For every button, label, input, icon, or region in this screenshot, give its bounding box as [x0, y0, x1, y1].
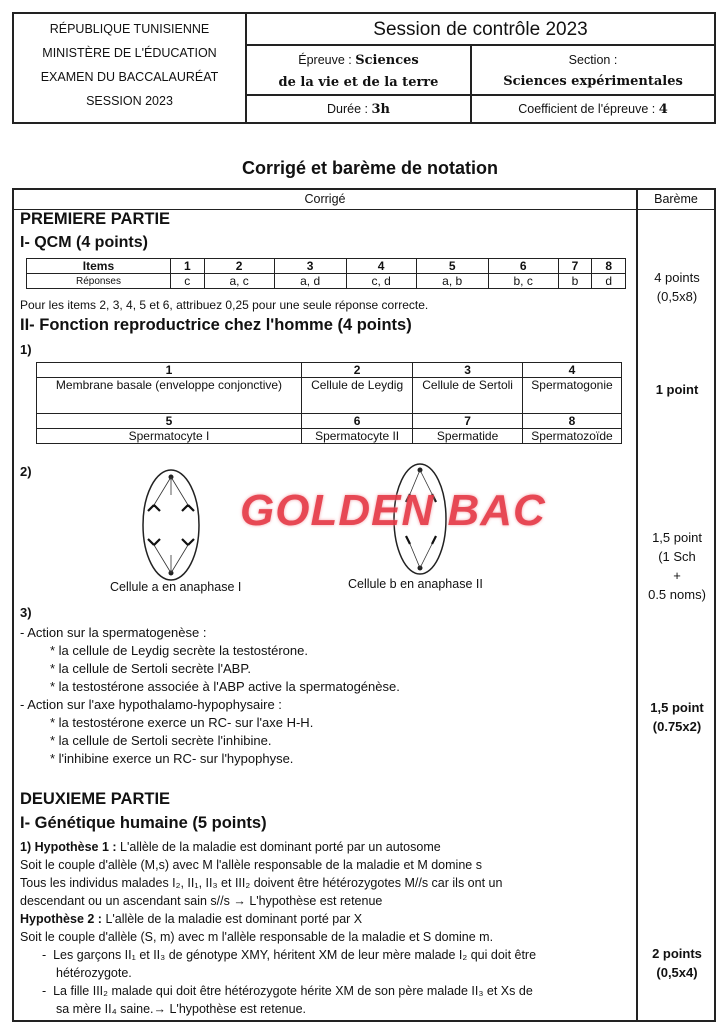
- table-cell: a, d: [274, 274, 346, 289]
- q3-line: * l'inhibine exerce un RC- sur l'hypophyse.: [50, 751, 294, 766]
- bareme-points: 1,5 point: [650, 700, 704, 715]
- bareme-detail: 0.5 noms): [648, 587, 706, 602]
- header-institution: [14, 14, 247, 122]
- table-cell: Spermatogonie: [522, 378, 621, 414]
- table-cell: a, b: [416, 274, 488, 289]
- hypothesis-1-label: 1) Hypothèse 1 :: [20, 840, 117, 854]
- question-1-label: 1): [20, 342, 32, 357]
- section-cell: [472, 46, 714, 96]
- bareme-detail: (0,5x4): [656, 965, 698, 980]
- genetics-answer: 1) Hypothèse 1 : L'allèle de la maladie est dominant porté par un autosome Soit le couple d'allèle (M,s) avec M l'allèle responsable de la maladie et M domine s Tous les individus malades I₂, II₁, II₃ et III₂ doivent être hétérozygotes M//s car ils ont un descendant ou un ascendant sain s//s → L'hypothèse est retenue Hypothèse 2 : L'allèle de la maladie est dominant porté par X Soit le couple d'allèle (S, m) avec m l'allèle responsable de la maladie et S domine m. - Les garçons II₁ et II₃ de génotype XMY, héritent XM de leur mère malade I₂ qui doit être hétérozygote. - La fille III₂ malade qui doit être hétérozygote hérite XM de son père malade II₃ et Xs de sa mère II₄ saine.→ L'hypothèse est retenue.: [20, 840, 537, 1016]
- table-cell: 3: [274, 259, 346, 274]
- table-cell: 6: [488, 259, 558, 274]
- q1-bareme: 1 point: [655, 382, 699, 397]
- table-cell: Spermatide: [413, 429, 523, 444]
- bareme-points: 4 points: [654, 270, 700, 285]
- epreuve-value-2: de la vie et de la terre: [278, 75, 439, 90]
- table-cell: Spermatozoïde: [522, 429, 621, 444]
- section-value: Sciences expérimentales: [503, 74, 683, 89]
- table-cell: 4: [522, 363, 621, 378]
- table-cell: Spermatocyte II: [301, 429, 412, 444]
- text-line: Soit le couple d'allèle (M,s) avec M l'allèle responsable de la maladie et M domine s: [20, 858, 482, 872]
- table-cell: Membrane basale (enveloppe conjonctive): [37, 378, 302, 414]
- q3-line: - Action sur la spermatogenèse :: [20, 625, 207, 640]
- genetics-title: I- Génétique humaine (5 points): [20, 814, 267, 832]
- qcm-note: Pour les items 2, 3, 4, 5 et 6, attribuez 0,25 pour une seule réponse correcte.: [20, 298, 429, 312]
- table-cell: Réponses: [27, 274, 171, 289]
- table-cell: 5: [416, 259, 488, 274]
- text-line: descendant ou un ascendant sain s//s → L'hypothèse est retenue: [20, 894, 383, 908]
- coefficient-cell: [472, 96, 714, 122]
- bareme-detail: (0.75x2): [652, 719, 702, 734]
- qcm-answers-row: [27, 274, 626, 289]
- q3-line: * la cellule de Sertoli secrète l'inhibine.: [50, 733, 272, 748]
- coef-value: 4: [658, 102, 668, 117]
- table-cell: Spermatocyte I: [37, 429, 302, 444]
- duree-cell: [247, 96, 472, 122]
- q3-line: * la cellule de Leydig secrète la testostérone.: [50, 643, 308, 658]
- part1-title: PREMIERE PARTIE: [20, 210, 171, 228]
- cell-b-caption: Cellule b en anaphase II: [348, 577, 483, 591]
- table-cell: Cellule de Leydig: [301, 378, 412, 414]
- table-cell: 5: [37, 414, 302, 429]
- table-cell: b, c: [488, 274, 558, 289]
- table-cell: Items: [27, 259, 171, 274]
- bareme-points: 2 points: [652, 946, 702, 961]
- table-cell: c: [170, 274, 204, 289]
- session-title: Session de contrôle 2023: [247, 14, 714, 46]
- question-3-label: 3): [20, 605, 32, 620]
- bareme-points: 1,5 point: [652, 530, 702, 545]
- qcm-title: I- QCM (4 points): [20, 234, 148, 251]
- table-cell: 1: [37, 363, 302, 378]
- table-cell: 2: [301, 363, 412, 378]
- q2-bareme: [638, 528, 716, 604]
- table-cell: Cellule de Sertoli: [413, 378, 523, 414]
- header-ministry: MINISTÈRE DE L'ÉDUCATION: [42, 46, 217, 60]
- hypothesis-1-text: L'allèle de la maladie est dominant porté par un autosome: [116, 840, 441, 854]
- table-cell: 8: [592, 259, 626, 274]
- coef-label: Coefficient de l'épreuve :: [518, 102, 659, 116]
- bullet-text: hétérozygote.: [56, 966, 132, 980]
- duree-label: Durée :: [327, 102, 372, 116]
- header-session-year: SESSION 2023: [86, 94, 173, 108]
- section-ii-title: II- Fonction reproductrice chez l'homme (4 points): [20, 316, 412, 334]
- q3-line: - Action sur l'axe hypothalamo-hypophysaire :: [20, 697, 282, 712]
- section-label: Section :: [568, 53, 618, 67]
- header-republic: RÉPUBLIQUE TUNISIENNE: [49, 22, 210, 36]
- structures-nums-row-1: [37, 363, 622, 378]
- qcm-bareme: [638, 268, 716, 306]
- header-exam: EXAMEN DU BACCALAURÉAT: [40, 70, 219, 84]
- table-cell: 8: [522, 414, 621, 429]
- exam-header: [12, 12, 716, 124]
- qcm-items-row: [27, 259, 626, 274]
- genetics-bareme: [638, 944, 716, 982]
- structures-nums-row-2: [37, 414, 622, 429]
- cell-a-anaphase-i-drawing: [126, 460, 216, 590]
- table-cell: 7: [558, 259, 592, 274]
- structures-names-row-2: [37, 429, 622, 444]
- correction-table: [12, 188, 716, 1022]
- question-2-label: 2): [20, 464, 32, 479]
- table-cell: 4: [346, 259, 416, 274]
- page-title: Corrigé et barème de notation: [241, 158, 499, 178]
- q3-line: * la testostérone exerce un RC- sur l'axe H-H.: [50, 715, 314, 730]
- q3-bareme: [638, 698, 716, 736]
- table-cell: 2: [204, 259, 274, 274]
- text-line: Soit le couple d'allèle (S, m) avec m l'allèle responsable de la maladie et S domine m.: [20, 930, 494, 944]
- table-cell: a, c: [204, 274, 274, 289]
- structures-table: [36, 362, 622, 444]
- column-divider: [636, 190, 638, 1020]
- text-line: Tous les individus malades I₂, II₁, II₃ et III₂ doivent être hétérozygotes M//s car ils ont un: [20, 876, 503, 890]
- duree-value: 3h: [371, 102, 390, 117]
- hypothesis-2-text: L'allèle de la maladie est dominant porté par X: [101, 912, 363, 926]
- qcm-table: [26, 258, 626, 289]
- epreuve-cell: [247, 46, 472, 96]
- table-cell: b: [558, 274, 592, 289]
- epreuve-value: Sciences: [355, 53, 419, 68]
- q3-answer: [20, 624, 400, 768]
- table-cell: d: [592, 274, 626, 289]
- q3-line: * la testostérone associée à l'ABP active la spermatogénèse.: [50, 679, 400, 694]
- table-cell: 6: [301, 414, 412, 429]
- structures-names-row-1: [37, 378, 622, 414]
- bullet-text: sa mère II₄ saine.→ L'hypothèse est retenue.: [56, 1002, 306, 1016]
- table-cell: 3: [413, 363, 523, 378]
- bullet-text: Les garçons II₁ et II₃ de génotype XMY, héritent XM de leur mère malade I₂ qui doit être: [53, 948, 537, 962]
- table-cell: 1: [170, 259, 204, 274]
- header-bareme: Barème: [654, 192, 698, 206]
- cell-a-caption: Cellule a en anaphase I: [110, 580, 242, 594]
- table-cell: c, d: [346, 274, 416, 289]
- bareme-detail: (1 Sch: [658, 549, 696, 564]
- epreuve-label: Épreuve :: [298, 53, 356, 67]
- bareme-detail: +: [673, 568, 681, 583]
- q3-line: * la cellule de Sertoli secrète l'ABP.: [50, 661, 251, 676]
- column-headers: [14, 190, 714, 210]
- bareme-detail: (0,5x8): [656, 289, 698, 304]
- bullet-text: La fille III₂ malade qui doit être hétérozygote hérite XM de son père malade II₃ et Xs de: [53, 984, 533, 998]
- table-cell: 7: [413, 414, 523, 429]
- header-corrige: Corrigé: [304, 192, 346, 206]
- part2-title: DEUXIEME PARTIE: [20, 790, 171, 808]
- golden-bac-watermark: GOLDEN BAC: [240, 486, 546, 535]
- hypothesis-2-label: Hypothèse 2 :: [20, 912, 102, 926]
